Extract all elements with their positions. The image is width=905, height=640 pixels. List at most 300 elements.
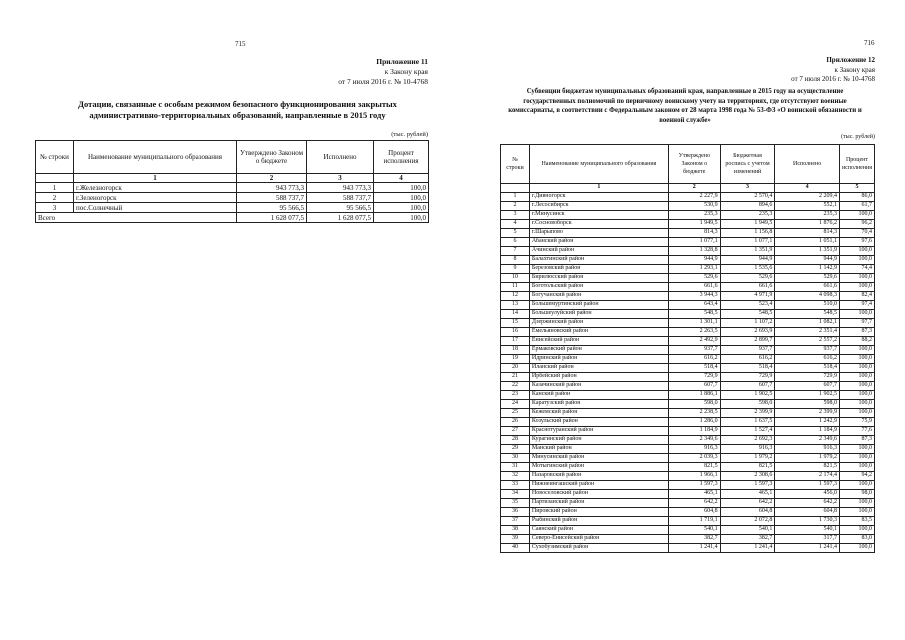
cell-number: 21 [501, 373, 530, 382]
cell-number: 3 [36, 203, 74, 213]
cell-percent: 100,0 [839, 526, 874, 535]
cell-percent: 97,7 [839, 319, 874, 328]
cell-name: Дзержинский район [529, 319, 668, 328]
cell-approved: 588 737,7 [237, 193, 307, 203]
cell-percent: 100,0 [839, 310, 874, 319]
table-row [501, 364, 875, 373]
cell-name: Идринский район [529, 355, 668, 364]
cell-percent: 100,0 [839, 211, 874, 220]
cell-revised: 2 399,9 [720, 409, 775, 418]
cell-approved: 821,5 [668, 463, 720, 472]
col-index: 1 [74, 174, 237, 183]
cell-percent: 100,0 [839, 382, 874, 391]
cell-executed: 2 209,4 [775, 193, 840, 202]
cell-name: Бирилюсский район [529, 274, 668, 283]
cell-percent: 100,0 [839, 499, 874, 508]
cell-executed: 1 876,2 [775, 220, 840, 229]
cell-executed: 456,0 [775, 490, 840, 499]
cell-name: Енисейский район [529, 337, 668, 346]
col-header-approved: Утверждено Законом о бюджете [237, 141, 307, 174]
cell-executed: 1 597,3 [775, 481, 840, 490]
cell-name: Нижнеингашский район [529, 481, 668, 490]
cell-revised: 2 692,3 [720, 436, 775, 445]
col-header-percent: Процент исполнения [839, 145, 874, 184]
cell-executed: 2 351,4 [775, 328, 840, 337]
cell-revised: 1 902,5 [720, 391, 775, 400]
table-row [36, 183, 429, 193]
cell-percent: 100,0 [839, 400, 874, 409]
cell-executed: 944,9 [775, 256, 840, 265]
cell-number: 19 [501, 355, 530, 364]
cell-revised: 1 077,1 [720, 238, 775, 247]
cell-revised: 523,4 [720, 301, 775, 310]
appendix-line1: к Закону края [384, 67, 428, 76]
cell-revised: 894,6 [720, 202, 775, 211]
cell-revised: 2 570,4 [720, 193, 775, 202]
cell-approved: 598,0 [668, 400, 720, 409]
cell-name: Пировский район [529, 508, 668, 517]
cell-approved: 1 184,9 [668, 427, 720, 436]
cell-number: 33 [501, 481, 530, 490]
cell-name: Иланский район [529, 364, 668, 373]
cell-executed: 2 557,2 [775, 337, 840, 346]
cell-number: 2 [501, 202, 530, 211]
page-right [480, 0, 885, 640]
col-index [36, 174, 74, 183]
table-row [501, 202, 875, 211]
col-header-number: № строки [36, 141, 74, 174]
cell-percent: 88,2 [839, 337, 874, 346]
cell-approved: 529,6 [668, 274, 720, 283]
table-row [501, 337, 875, 346]
table-row [501, 526, 875, 535]
cell-executed: 1 241,4 [775, 544, 840, 553]
cell-percent: 94,2 [839, 472, 874, 481]
cell-number: 12 [501, 292, 530, 301]
cell-percent: 70,4 [839, 229, 874, 238]
cell-approved: 943 773,3 [237, 183, 307, 193]
cell-revised: 382,7 [720, 535, 775, 544]
cell-name: г.Лесосибирск [529, 202, 668, 211]
cell-number: 30 [501, 454, 530, 463]
cell-name: г.Минусинск [529, 211, 668, 220]
table-row [501, 211, 875, 220]
table-row [501, 508, 875, 517]
cell-revised: 2 308,6 [720, 472, 775, 481]
cell-executed: 540,1 [775, 526, 840, 535]
table-row [501, 256, 875, 265]
cell-number: 8 [501, 256, 530, 265]
cell-executed: 552,1 [775, 202, 840, 211]
cell-number: 10 [501, 274, 530, 283]
col-index: 2 [237, 174, 307, 183]
cell-executed: 937,7 [775, 346, 840, 355]
cell-name: Березовский район [529, 265, 668, 274]
cell-executed: 661,6 [775, 283, 840, 292]
table-row [501, 490, 875, 499]
table-row [36, 203, 429, 213]
cell-percent: 100,0 [839, 463, 874, 472]
cell-executed: 814,3 [775, 229, 840, 238]
cell-number: 23 [501, 391, 530, 400]
cell-executed: 548,5 [775, 310, 840, 319]
cell-name: Партизанский район [529, 499, 668, 508]
table-row [501, 454, 875, 463]
col-index: 2 [668, 184, 720, 193]
cell-revised: 1 351,9 [720, 247, 775, 256]
table-row [501, 535, 875, 544]
cell-executed: 2 399,9 [775, 409, 840, 418]
col-header-percent: Процент исполнения [374, 141, 429, 174]
cell-percent: 100,0 [839, 364, 874, 373]
cell-name: Большемуртинский район [529, 301, 668, 310]
cell-name: Курагинский район [529, 436, 668, 445]
cell-executed: 529,6 [775, 274, 840, 283]
cell-executed: 1 082,1 [775, 319, 840, 328]
cell-percent: 100,0 [374, 193, 429, 203]
cell-executed: 616,2 [775, 355, 840, 364]
cell-executed: 1 051,1 [775, 238, 840, 247]
document-title: Дотации, связанные с особым режимом безопасного функционирования закрытых административно-территориальных образований, направленные в 2015 году [78, 99, 397, 120]
cell-name: Ермаковский район [529, 346, 668, 355]
cell-name: Кежемский район [529, 409, 668, 418]
cell-number: 39 [501, 535, 530, 544]
table-row [501, 346, 875, 355]
cell-approved: 2 263,5 [668, 328, 720, 337]
cell-revised: 540,1 [720, 526, 775, 535]
cell-approved: 1 077,1 [668, 238, 720, 247]
cell-approved: 607,7 [668, 382, 720, 391]
cell-approved: 548,5 [668, 310, 720, 319]
cell-executed: 598,0 [775, 400, 840, 409]
cell-revised: 729,9 [720, 373, 775, 382]
table-row [501, 373, 875, 382]
cell-number: 6 [501, 238, 530, 247]
cell-percent: 83,5 [839, 517, 874, 526]
cell-percent: 100,0 [839, 409, 874, 418]
table-row [501, 355, 875, 364]
cell-name: Новоселовский район [529, 490, 668, 499]
cell-number: 31 [501, 463, 530, 472]
cell-number: 25 [501, 409, 530, 418]
table-row [501, 517, 875, 526]
cell-percent: 98,0 [839, 490, 874, 499]
cell-name: г.Дивногорск [529, 193, 668, 202]
table-row [501, 265, 875, 274]
cell-percent: 75,9 [839, 418, 874, 427]
col-header-approved: Утверждено Законом о бюджете [668, 145, 720, 184]
cell-executed: 588 737,7 [307, 193, 374, 203]
cell-approved: 540,1 [668, 526, 720, 535]
table-row [501, 328, 875, 337]
total-row [36, 213, 429, 223]
cell-approved: 2 039,3 [668, 454, 720, 463]
cell-approved: 814,3 [668, 229, 720, 238]
cell-number: 38 [501, 526, 530, 535]
cell-name: пос.Солнечный [74, 203, 237, 213]
cell-percent: 100,0 [374, 183, 429, 193]
cell-revised: 2 899,7 [720, 337, 775, 346]
table-row [501, 445, 875, 454]
cell-executed: 1 242,9 [775, 418, 840, 427]
table-row [501, 400, 875, 409]
appendix-title: Приложение 11 [376, 57, 428, 66]
cell-number: 17 [501, 337, 530, 346]
cell-approved: 604,8 [668, 508, 720, 517]
cell-percent: 100,0 [839, 373, 874, 382]
cell-number: 3 [501, 211, 530, 220]
col-index: 1 [529, 184, 668, 193]
cell-number: 37 [501, 517, 530, 526]
table-row [501, 544, 875, 553]
cell-revised: 937,7 [720, 346, 775, 355]
cell-name: Богучанский район [529, 292, 668, 301]
subvention-table [500, 144, 875, 553]
cell-executed: 729,9 [775, 373, 840, 382]
cell-executed: 1 730,3 [775, 517, 840, 526]
cell-percent: 83,0 [839, 535, 874, 544]
cell-revised: 642,2 [720, 499, 775, 508]
cell-revised: 1 241,4 [720, 544, 775, 553]
table-row [501, 427, 875, 436]
cell-number: 11 [501, 283, 530, 292]
cell-revised: 1 527,4 [720, 427, 775, 436]
cell-number: 18 [501, 346, 530, 355]
cell-name: Мотыгинский район [529, 463, 668, 472]
cell-executed: 1 351,9 [775, 247, 840, 256]
appendix-line2: от 7 июля 2016 г. № 10-4768 [338, 77, 428, 86]
col-header-revised: Бюджетная роспись с учетом изменений [720, 145, 775, 184]
cell-revised: 1 107,2 [720, 319, 775, 328]
cell-executed: 607,7 [775, 382, 840, 391]
cell-approved: 1 966,1 [668, 472, 720, 481]
cell-name: Балахтинский район [529, 256, 668, 265]
col-index [501, 184, 530, 193]
table-row [501, 274, 875, 283]
cell-approved: 729,9 [668, 373, 720, 382]
cell-percent: 100,0 [839, 391, 874, 400]
cell-approved: 2 492,9 [668, 337, 720, 346]
cell-number: 26 [501, 418, 530, 427]
cell-approved: 661,6 [668, 283, 720, 292]
cell-number: 22 [501, 382, 530, 391]
cell-revised: 916,3 [720, 445, 775, 454]
cell-name: Боготольский район [529, 283, 668, 292]
cell-percent: 61,7 [839, 202, 874, 211]
cell-approved: 518,4 [668, 364, 720, 373]
cell-percent: 96,2 [839, 220, 874, 229]
cell-approved: 642,2 [668, 499, 720, 508]
cell-name: Ачинский район [529, 247, 668, 256]
cell-number: 7 [501, 247, 530, 256]
cell-percent: 100,0 [839, 274, 874, 283]
cell-revised: 465,1 [720, 490, 775, 499]
cell-executed: 95 566,5 [307, 203, 374, 213]
cell-number: 14 [501, 310, 530, 319]
cell-number: 13 [501, 301, 530, 310]
col-header-executed: Исполнено [775, 145, 840, 184]
cell-revised: 604,8 [720, 508, 775, 517]
table-row [501, 310, 875, 319]
cell-percent: 86,0 [839, 193, 874, 202]
cell-number: 1 [501, 193, 530, 202]
cell-approved: 1 597,3 [668, 481, 720, 490]
appendix-block [338, 57, 428, 87]
cell-number: 20 [501, 364, 530, 373]
cell-number: 35 [501, 499, 530, 508]
cell-percent: 77,6 [839, 427, 874, 436]
col-header-executed: Исполнено [307, 141, 374, 174]
cell-percent: 100,0 [839, 283, 874, 292]
cell-number: 29 [501, 445, 530, 454]
table-row [501, 382, 875, 391]
cell-number: 24 [501, 400, 530, 409]
cell-approved: 2 238,5 [668, 409, 720, 418]
cell-number: 36 [501, 508, 530, 517]
col-index: 4 [374, 174, 429, 183]
table-row [501, 418, 875, 427]
cell-name: Минусинский район [529, 454, 668, 463]
cell-revised: 821,5 [720, 463, 775, 472]
cell-revised: 235,3 [720, 211, 775, 220]
page-left [30, 0, 445, 640]
cell-name: Каратузский район [529, 400, 668, 409]
table-row [501, 499, 875, 508]
cell-approved: 1 286,0 [668, 418, 720, 427]
cell-approved: 465,1 [668, 490, 720, 499]
cell-revised: 1 949,5 [720, 220, 775, 229]
cell-name: г.Железногорск [74, 183, 237, 193]
cell-name: Козульский район [529, 418, 668, 427]
cell-executed: 604,8 [775, 508, 840, 517]
cell-number: 1 [36, 183, 74, 193]
cell-revised: 518,4 [720, 364, 775, 373]
cell-approved: 2 227,9 [668, 193, 720, 202]
cell-approved: 1 241,4 [668, 544, 720, 553]
col-index: 3 [307, 174, 374, 183]
cell-approved: 616,2 [668, 355, 720, 364]
cell-revised: 598,0 [720, 400, 775, 409]
cell-approved: 235,3 [668, 211, 720, 220]
table-row [501, 292, 875, 301]
cell-executed: 1 184,9 [775, 427, 840, 436]
cell-approved: 1 328,8 [668, 247, 720, 256]
cell-executed: 4 098,3 [775, 292, 840, 301]
cell-approved: 530,9 [668, 202, 720, 211]
cell-approved: 1 301,1 [668, 319, 720, 328]
cell-revised: 1 535,6 [720, 265, 775, 274]
appendix-line1: к Закону края [834, 65, 875, 74]
cell-percent: 100,0 [839, 445, 874, 454]
cell-revised: 661,6 [720, 283, 775, 292]
cell-executed: 1 142,9 [775, 265, 840, 274]
table-row [501, 193, 875, 202]
cell-executed: 943 773,3 [307, 183, 374, 193]
table-row [501, 247, 875, 256]
cell-executed: 2 349,6 [775, 436, 840, 445]
cell-percent: 87,3 [839, 328, 874, 337]
cell-approved: 944,9 [668, 256, 720, 265]
table-row [501, 463, 875, 472]
cell-number: 15 [501, 319, 530, 328]
cell-revised: 616,2 [720, 355, 775, 364]
cell-name: Большеулуйский район [529, 310, 668, 319]
col-header-name: Наименование муниципального образования [529, 145, 668, 184]
cell-approved: 1 719,1 [668, 517, 720, 526]
cell-executed: 916,3 [775, 445, 840, 454]
cell-percent: 100,0 [839, 544, 874, 553]
cell-name: Казачинский район [529, 382, 668, 391]
cell-number: 40 [501, 544, 530, 553]
cell-executed: 1 902,5 [775, 391, 840, 400]
cell-approved: 2 349,6 [668, 436, 720, 445]
cell-percent: 100,0 [839, 247, 874, 256]
cell-revised: 4 971,9 [720, 292, 775, 301]
col-index: 4 [775, 184, 840, 193]
cell-executed: 1 979,2 [775, 454, 840, 463]
table-row [501, 283, 875, 292]
total-executed: 1 628 077,5 [307, 213, 374, 223]
cell-revised: 1 979,2 [720, 454, 775, 463]
cell-approved: 1 949,5 [668, 220, 720, 229]
cell-executed: 518,4 [775, 364, 840, 373]
total-percent: 100,0 [374, 213, 429, 223]
cell-number: 4 [501, 220, 530, 229]
cell-revised: 2 693,9 [720, 328, 775, 337]
cell-revised: 2 072,8 [720, 517, 775, 526]
cell-percent: 100,0 [839, 346, 874, 355]
table-row [501, 301, 875, 310]
table-row [501, 229, 875, 238]
cell-percent: 100,0 [839, 355, 874, 364]
cell-percent: 97,4 [839, 301, 874, 310]
table-row [501, 319, 875, 328]
cell-percent: 100,0 [839, 508, 874, 517]
cell-approved: 95 566,5 [237, 203, 307, 213]
subsidy-table [35, 140, 429, 223]
cell-number: 5 [501, 229, 530, 238]
appendix-block [791, 56, 875, 85]
cell-percent: 100,0 [839, 454, 874, 463]
table-row [501, 481, 875, 490]
cell-revised: 548,5 [720, 310, 775, 319]
cell-approved: 643,4 [668, 301, 720, 310]
cell-number: 34 [501, 490, 530, 499]
cell-approved: 916,3 [668, 445, 720, 454]
cell-number: 2 [36, 193, 74, 203]
cell-percent: 82,4 [839, 292, 874, 301]
appendix-title: Приложение 12 [826, 56, 875, 64]
cell-approved: 937,7 [668, 346, 720, 355]
cell-approved: 3 944,3 [668, 292, 720, 301]
cell-name: Саянский район [529, 526, 668, 535]
table-row [36, 193, 429, 203]
cell-revised: 529,6 [720, 274, 775, 283]
cell-approved: 382,7 [668, 535, 720, 544]
table-row [501, 238, 875, 247]
cell-name: Назаровский район [529, 472, 668, 481]
units-label: (тыс. рублей) [841, 134, 875, 140]
cell-name: Краснотуранский район [529, 427, 668, 436]
cell-number: 32 [501, 472, 530, 481]
table-row [501, 220, 875, 229]
cell-executed: 2 174,4 [775, 472, 840, 481]
cell-revised: 1 597,3 [720, 481, 775, 490]
cell-name: г.Сосновоборск [529, 220, 668, 229]
cell-percent: 87,3 [839, 436, 874, 445]
cell-percent: 100,0 [374, 203, 429, 213]
cell-name: Абанский район [529, 238, 668, 247]
